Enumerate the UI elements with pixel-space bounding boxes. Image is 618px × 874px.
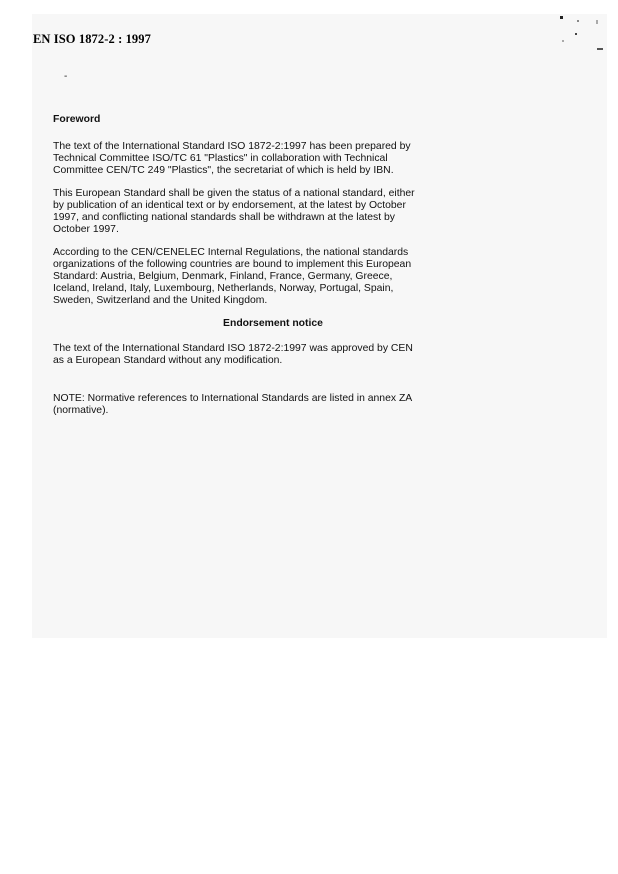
endorsement-paragraph: The text of the International Standard ISO 1872-2:1997 was approved by CEN as a European Standard without any modification. xyxy=(53,343,413,366)
scan-speck xyxy=(596,20,598,24)
scan-speck xyxy=(597,48,603,50)
scan-speck xyxy=(560,16,563,19)
foreword-paragraph: The text of the International Standard ISO 1872-2:1997 has been prepared by Technical Committee ISO/TC 61 "Plastics" in collaboration with Technical Committee CEN/TC 249 "Plastics", the secretariat of which is held by IBN. xyxy=(53,141,411,176)
foreword-paragraph: This European Standard shall be given the status of a national standard, either by publication of an identical text or by endorsement, at the latest by October 1997, and conflicting national standards shall be withdrawn at the latest by October 1997. xyxy=(53,188,415,235)
scan-speck xyxy=(562,40,564,42)
page-dash-mark: - xyxy=(64,71,68,82)
foreword-heading: Foreword xyxy=(53,114,101,125)
document-id-header: EN ISO 1872-2 : 1997 xyxy=(33,32,151,46)
scan-speck xyxy=(577,20,579,22)
endorsement-heading: Endorsement notice xyxy=(223,318,323,329)
foreword-paragraph: According to the CEN/CENELEC Internal Regulations, the national standards organizations of the following countries are bound to implement this European Standard: Austria, Belgium, Denmark, Finland, France, Germany, Greece, Iceland, Ireland, Italy, Luxembourg, Netherlands, Norway, Portugal, Spain, Sweden, Switzerland and the United Kingdom. xyxy=(53,247,412,306)
scan-speck xyxy=(575,33,577,35)
foreword-content xyxy=(53,114,493,428)
normative-note: NOTE: Normative references to International Standards are listed in annex ZA (normative). xyxy=(53,393,413,416)
